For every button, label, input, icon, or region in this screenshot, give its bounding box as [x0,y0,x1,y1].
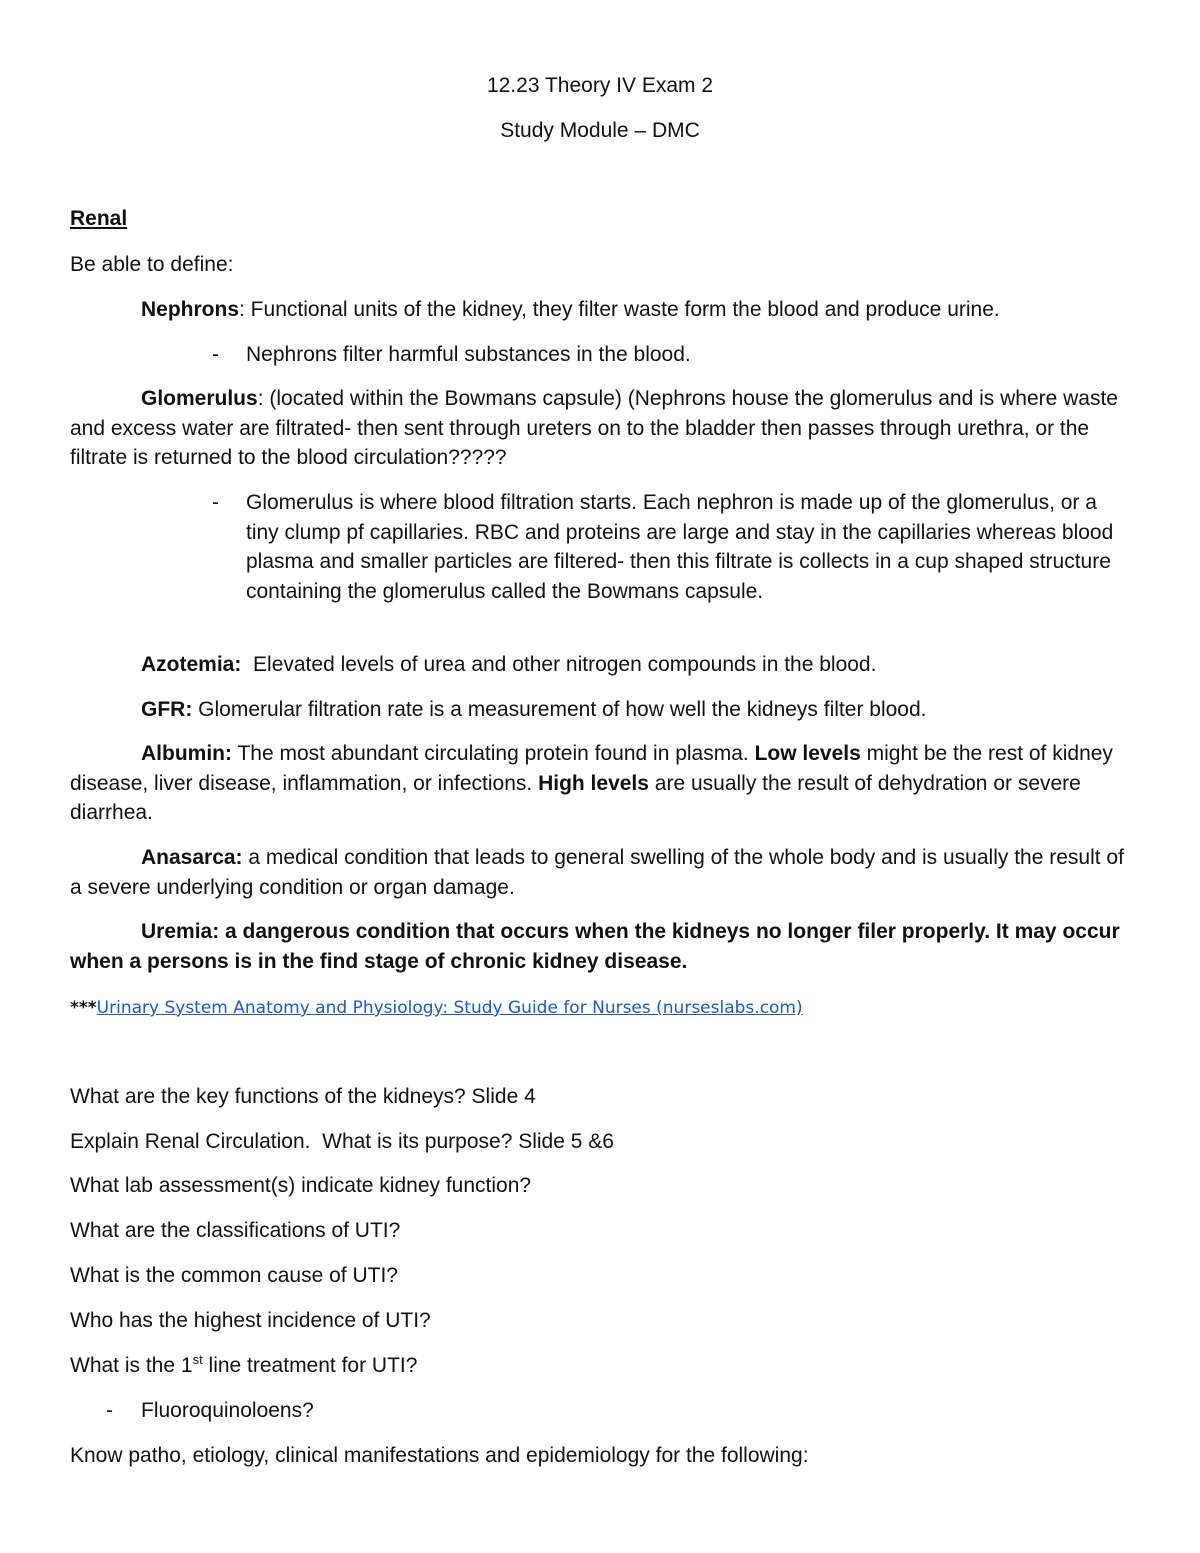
question-uti-classifications: What are the classifications of UTI? [70,1219,401,1242]
definition-albumin [70,739,1130,828]
definition-anasarca [70,843,1130,902]
section-heading-renal: Renal [70,207,128,230]
question-text: line treatment for UTI? [202,1354,418,1377]
question-uti-treatment [70,1351,417,1381]
question-uti-cause: What is the common cause of UTI? [70,1264,398,1287]
definition-text: are usually the result of dehydration or severe diarrhea. [70,771,1081,824]
document-subtitle: Study Module – DMC [500,119,700,142]
definition-text: a medical condition that leads to general swelling of the whole body and is usually the result of a severe underlying condition or organ damage. [70,846,1124,899]
definition-uremia: Uremia: a dangerous condition that occurs when the kidneys no longer filer properly. It may occur when a persons is in the find stage of chronic kidney disease. [70,920,1120,973]
definition-text: The most abundant circulating protein found in plasma. [231,742,755,765]
definition-text: : (located within the Bowmans capsule) (Nephrons house the glomerulus and is where waste and excess water are filtrated- then sent through ureters on to the bladder then passes through urethra, or the filtrate is returned to the blood circulation????? [70,387,1118,469]
term-gfr: GFR: [141,698,193,721]
question-kidney-functions: What are the key functions of the kidneys? Slide 4 [70,1085,536,1108]
ordinal-suffix: st [192,1352,203,1367]
reference-link[interactable]: Urinary System Anatomy and Physiology: Study Guide for Nurses (nurseslabs.com) [96,998,803,1018]
intro-text: Be able to define: [70,253,234,276]
reference-prefix: *** [70,998,97,1018]
term-anasarca: Anasarca: [141,846,243,869]
question-renal-circulation: Explain Renal Circulation. What is its purpose? Slide 5 &6 [70,1130,614,1153]
bullet-nephrons: Nephrons filter harmful substances in the blood. [246,343,691,366]
bullet-dash: - [106,1399,113,1422]
definition-text: might be the rest of kidney disease, liver disease, inflammation, or infections. [70,742,1113,795]
term-albumin: Albumin: [141,742,232,765]
term-azotemia: Azotemia: [141,653,242,676]
low-levels-label: Low levels [754,742,861,765]
bullet-fluoroquinolones: Fluoroquinoloens? [141,1399,314,1422]
definition-glomerulus [70,384,1130,473]
definition-azotemia [141,650,876,680]
term-glomerulus: Glomerulus [141,387,258,410]
term-nephrons: Nephrons [141,298,240,321]
high-levels-label: High levels [538,771,649,795]
bullet-glomerulus: Glomerulus is where blood filtration starts. Each nephron is made up of the glomerulus, or a tiny clump pf capillaries. RBC and proteins are large and stay in the capillaries whereas blood plasma and smaller particles are filtered- then this filtrate is collects in a cup shaped structure containing the glomerulus called the Bowmans capsule. [246,491,1114,603]
question-uti-incidence: Who has the highest incidence of UTI? [70,1309,431,1332]
definition-gfr [141,695,927,725]
definition-nephrons [141,295,1000,325]
definition-text: Glomerular filtration rate is a measurement of how well the kidneys filter blood. [192,698,927,721]
definition-text: Elevated levels of urea and other nitrogen compounds in the blood. [241,653,877,676]
document-title: 12.23 Theory IV Exam 2 [486,74,714,97]
bullet-dash: - [212,343,219,366]
bullet-dash: - [212,491,219,514]
definition-text: : Functional units of the kidney, they filter waste form the blood and produce urine. [239,298,1000,321]
instruction-know-patho: Know patho, etiology, clinical manifestations and epidemiology for the following: [70,1444,809,1467]
reference-line [70,994,803,1024]
question-text: What is the 1 [70,1354,193,1377]
question-lab-assessment: What lab assessment(s) indicate kidney function? [70,1174,532,1197]
